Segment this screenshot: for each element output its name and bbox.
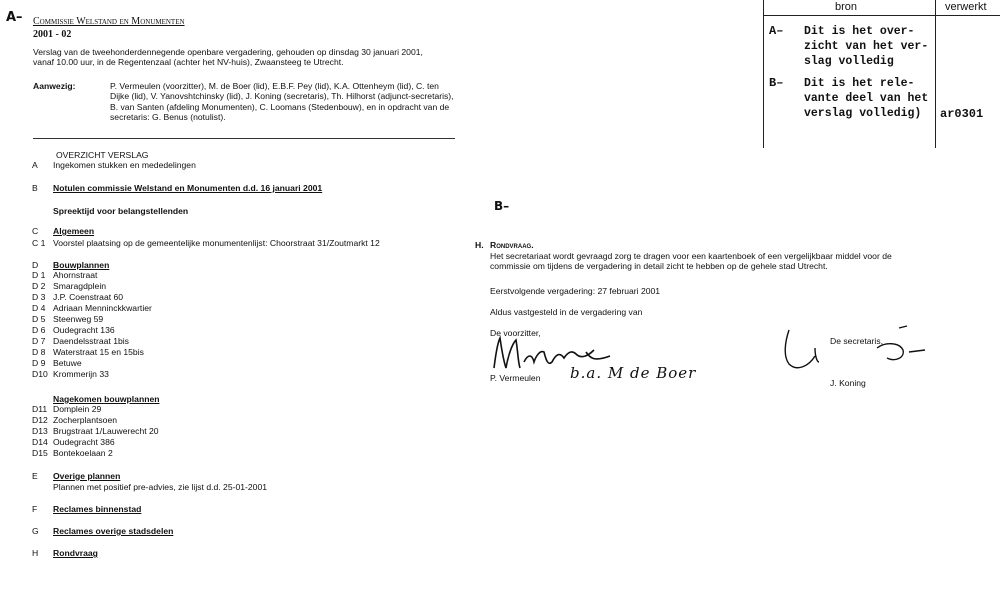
overview-item-code: D 7 [32,336,46,346]
overview-item-code: D 6 [32,325,46,335]
table-left-border [763,0,764,148]
header-divider [33,138,455,139]
overview-item-label: Daendelsstraat 1bis [53,336,129,346]
overview-item-label: Reclames overige stadsdelen [53,526,174,536]
overview-item-label: Oudegracht 386 [53,437,115,447]
overview-item-code: D 1 [32,270,46,280]
overview-item-label: Domplein 29 [53,404,102,414]
overview-item-label: Voorstel plaatsing op de gemeentelijke monumentenlijst: Choorstraat 31/Zoutmarkt 12 [53,238,380,248]
overview-item-label: Brugstraat 1/Lauwerecht 20 [53,426,159,436]
next-meeting: Eerstvolgende vergadering: 27 februari 2001 [490,286,661,296]
overview-item-label: Bouwplannen [53,260,110,270]
overview-item-label: Plannen met positief pre-advies, zie lijst d.d. 25-01-2001 [53,482,268,492]
overview-item-code: D 3 [32,292,46,302]
table-marker-a: A– [769,24,784,38]
overview-item-label: Adriaan Menninckkwartier [53,303,152,313]
secretary-signature [775,322,935,382]
overview-item-label: Ahornstraat [53,270,98,280]
overview-item-code: D 4 [32,303,46,313]
secretary-role: De secretaris, [830,336,884,346]
overview-item-label: Smaragdplein [53,281,107,291]
overview-item-label: Bontekoelaan 2 [53,448,113,458]
overview-item-code: D13 [32,426,48,436]
overview-item-code: E [32,471,38,481]
report-number: 2001 - 02 [33,29,72,40]
overview-item [0,437,1000,447]
overview-item [0,394,1000,404]
overview-item-code: D10 [32,369,48,379]
overview-item-code: H [32,548,39,558]
overview-title: OVERZICHT VERSLAG [56,150,149,160]
overview-item [0,415,1000,425]
organization-name: Commissie Welstand en Monumenten [33,16,185,27]
overview-item-code: C [32,226,39,236]
table-note-a: Dit is het over- zicht van het ver- slag volledig [804,25,929,68]
overview-item-label: Steenweg 59 [53,314,104,324]
overview-item-code: D15 [32,448,48,458]
section-paragraph: Het secretariaat wordt gevraagd zorg te dragen voor een kaartenboek of een vergelijkbaar middel voor de commissie om tijdens de vergadering in detail zicht te hebben op de gehele stad Utrecht. [490,251,892,272]
overview-item-code: D 2 [32,281,46,291]
section-heading: Rondvraag. [490,240,534,250]
overview-item-code: C 1 [32,238,46,248]
overview-item-label: Nagekomen bouwplannen [53,394,160,404]
report-intro: Verslag van de tweehonderdennegende openbare vergadering, gehouden op dinsdag 30 januari 2001, vanaf 10.00 uur, in de Regentenzaal (achter het NV-huis), Zwaansteeg te Utrecht. [33,47,423,68]
chair-annotation: b.a. M de Boer [570,364,697,382]
overview-item-code: D 9 [32,358,46,368]
overview-item [0,226,1000,236]
overview-item [0,160,1000,170]
overview-item-code: D 5 [32,314,46,324]
secretary-name: J. Koning [830,378,866,388]
overview-item-label: Betuwe [53,358,82,368]
chair-role: De voorzitter, [490,328,541,338]
chair-name: P. Vermeulen [490,373,541,383]
overview-item-label: Ingekomen stukken en mededelingen [53,160,196,170]
overview-item [0,448,1000,458]
archive-code: ar0301 [940,107,984,121]
overview-item [0,471,1000,481]
handwritten-marker-b: B– [494,199,510,213]
overview-item [0,526,1000,536]
table-marker-b: B– [769,76,784,90]
overview-item-code: A [32,160,38,170]
overview-item [0,404,1000,414]
present-list: P. Vermeulen (voorzitter), M. de Boer (lid), E.B.F. Pey (lid), K.A. Ottenheym (lid), C. ten Dijke (lid), V. Yanovshtchinsky (lid), J. Koning (secretaris), Th. Hilhorst (adjunct-secretaris), B. van Santen (afdeling Monumenten), C. Loomans (Stedenbouw), en in opdracht van de secretaris: G. Benus (notulist). [110,81,454,123]
overview-item-label: Notulen commissie Welstand en Monumenten d.d. 16 januari 2001 [53,183,323,193]
overview-item-label: Zocherplantsoen [53,415,118,425]
overview-item [0,183,1000,193]
adopted-statement: Aldus vastgesteld in de vergadering van [490,307,643,317]
present-label: Aanwezig: [33,81,76,91]
overview-item-code: D12 [32,415,48,425]
overview-item [0,548,1000,558]
table-header-divider [763,15,1000,16]
overview-item [0,426,1000,436]
overview-item-code: D14 [32,437,48,447]
overview-item-code: D11 [32,404,48,414]
overview-item-label: Spreektijd voor belangstellenden [53,206,189,216]
overview-item-code: B [32,183,38,193]
overview-item-label: Waterstraat 15 en 15bis [53,347,144,357]
overview-item-code: G [32,526,39,536]
overview-item-label: J.P. Coenstraat 60 [53,292,124,302]
overview-item-label: Krommerijn 33 [53,369,109,379]
column-header-bron: bron [835,1,858,13]
overview-item-code: D 8 [32,347,46,357]
table-column-divider [935,0,936,148]
overview-item-label: Algemeen [53,226,95,236]
overview-item-code: F [32,504,38,514]
column-header-verwerkt: verwerkt [945,1,987,13]
overview-item [0,504,1000,514]
overview-item-code: D [32,260,39,270]
overview-item-label: Oudegracht 136 [53,325,115,335]
overview-item-label: Overige plannen [53,471,121,481]
table-note-b: Dit is het rele- vante deel van het verslag volledig) [804,77,929,120]
overview-item-label: Reclames binnenstad [53,504,142,514]
handwritten-marker-a: A– [6,10,23,25]
overview-item-label: Rondvraag [53,548,98,558]
overview-item [0,482,1000,492]
section-code: H. [475,240,484,250]
